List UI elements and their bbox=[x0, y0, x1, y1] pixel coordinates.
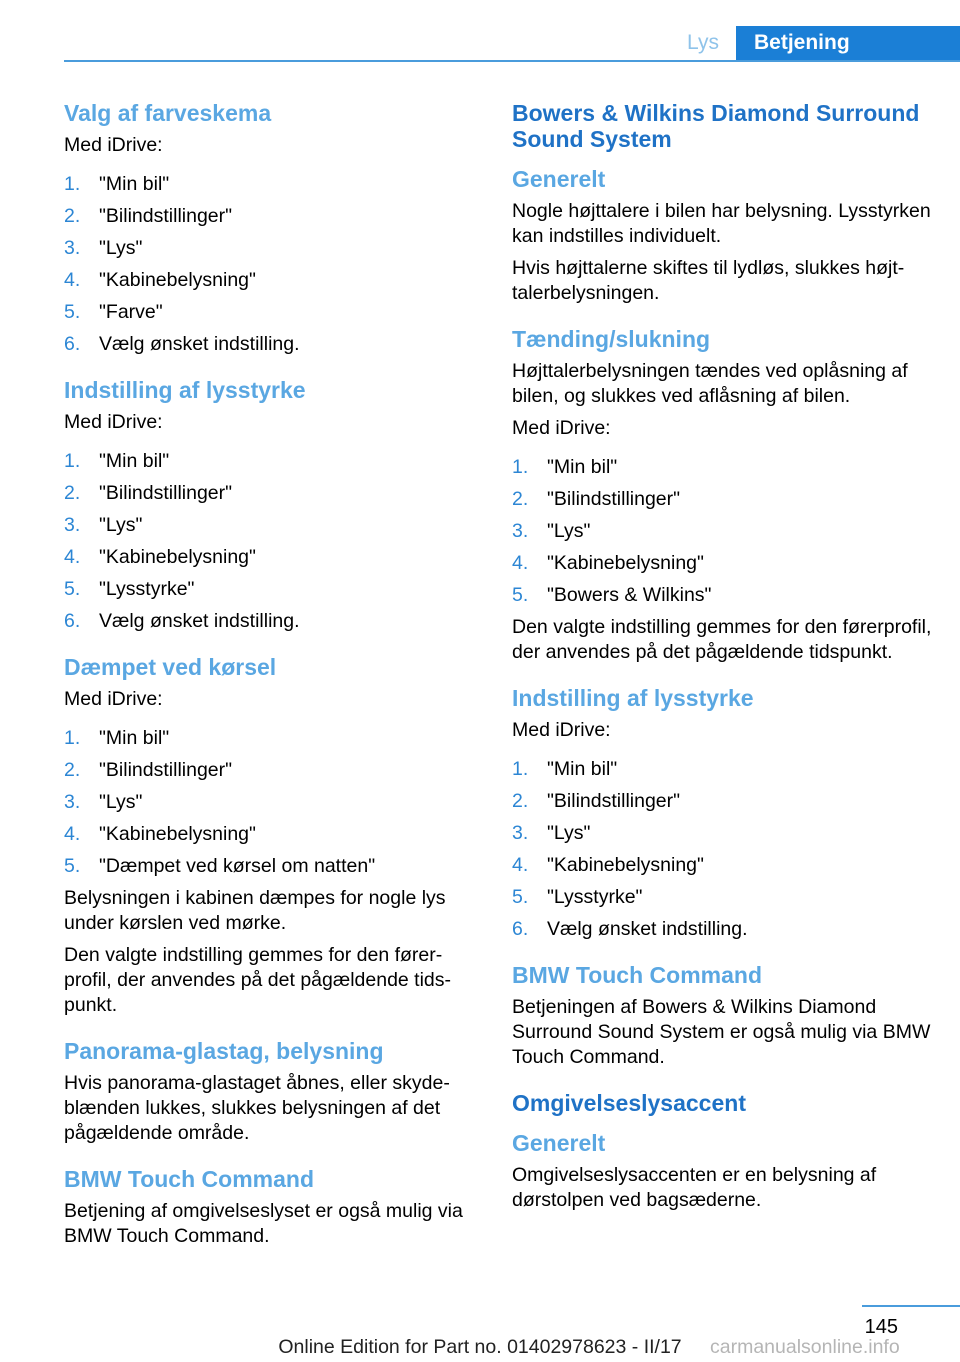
step-text: "Lys" bbox=[547, 822, 591, 844]
step-text: "Min bil" bbox=[99, 727, 170, 749]
step-text: "Lysstyrke" bbox=[547, 886, 643, 908]
heading-daempet: Dæmpet ved kørsel bbox=[64, 654, 277, 680]
list-item bbox=[64, 726, 480, 751]
heading-generelt: Generelt bbox=[512, 1130, 606, 1156]
step-text: "Bilindstillinger" bbox=[547, 790, 681, 812]
step-number: 3. bbox=[512, 520, 529, 542]
heading-lysstyrke: Indstilling af lysstyrke bbox=[512, 685, 754, 711]
heading-touch-command: BMW Touch Command bbox=[64, 1166, 314, 1192]
step-text: "Kabinebelysning" bbox=[547, 552, 704, 574]
section-lysstyrke-hojttaler bbox=[512, 685, 932, 942]
step-number: 1. bbox=[64, 450, 81, 472]
list-item bbox=[64, 577, 480, 602]
list-item bbox=[64, 513, 480, 538]
step-number: 1. bbox=[64, 727, 81, 749]
step-text: "Bowers & Wilkins" bbox=[547, 584, 712, 606]
list-item bbox=[64, 481, 480, 506]
step-text: "Dæmpet ved kørsel om natten" bbox=[99, 855, 376, 877]
intro-text: Med iDrive: bbox=[64, 688, 163, 710]
step-text: "Min bil" bbox=[547, 758, 618, 780]
step-text: "Min bil" bbox=[99, 173, 170, 195]
step-text: "Kabinebelysning" bbox=[99, 269, 256, 291]
step-number: 3. bbox=[512, 822, 529, 844]
heading-bowers-wilkins: Bowers & Wilkins Diamond Surround Sound System bbox=[512, 100, 920, 152]
list-item bbox=[64, 204, 480, 229]
header-rule bbox=[64, 60, 960, 62]
list-item bbox=[512, 519, 932, 544]
step-number: 2. bbox=[512, 488, 529, 510]
step-number: 5. bbox=[64, 301, 81, 323]
step-text: "Farve" bbox=[99, 301, 163, 323]
step-text: "Lys" bbox=[99, 514, 143, 536]
section-panorama bbox=[64, 1038, 480, 1146]
step-number: 6. bbox=[64, 610, 81, 632]
list-item bbox=[64, 822, 480, 847]
list-item bbox=[512, 487, 932, 512]
step-number: 4. bbox=[64, 823, 81, 845]
step-number: 5. bbox=[64, 578, 81, 600]
list-item bbox=[64, 300, 480, 325]
section-bowers-wilkins bbox=[512, 100, 932, 152]
section-touch-command bbox=[64, 1166, 480, 1249]
intro-text: Med iDrive: bbox=[64, 134, 163, 156]
section-touch-command bbox=[512, 962, 932, 1070]
section-generelt bbox=[512, 166, 932, 306]
list-item bbox=[512, 455, 932, 480]
list-item bbox=[64, 790, 480, 815]
body-text: Betjening af omgivelseslyset er også mulig via BMW Touch Command. bbox=[64, 1200, 463, 1247]
list-item bbox=[64, 854, 480, 879]
list-item bbox=[64, 545, 480, 570]
section-generelt-accent bbox=[512, 1130, 932, 1213]
step-number: 2. bbox=[64, 482, 81, 504]
list-item bbox=[64, 609, 480, 634]
step-number: 3. bbox=[64, 237, 81, 259]
section-lysstyrke bbox=[64, 377, 480, 634]
list-item bbox=[512, 885, 932, 910]
step-text: Vælg ønsket indstilling. bbox=[547, 918, 748, 940]
list-item bbox=[64, 449, 480, 474]
step-text: "Kabinebelysning" bbox=[99, 546, 256, 568]
intro-text: Med iDrive: bbox=[512, 417, 611, 439]
step-text: "Bilindstillinger" bbox=[99, 759, 233, 781]
heading-lysstyrke: Indstilling af lysstyrke bbox=[64, 377, 306, 403]
right-column bbox=[512, 100, 932, 1233]
watermark: carmanualsonline.info bbox=[710, 1336, 900, 1358]
section-omgivelseslysaccent bbox=[512, 1090, 932, 1116]
list-item bbox=[512, 789, 932, 814]
step-number: 6. bbox=[512, 918, 529, 940]
step-text: "Lys" bbox=[99, 237, 143, 259]
page-header bbox=[0, 0, 960, 62]
footer-edition: Online Edition for Part no. 01402978623 - II/17 bbox=[278, 1336, 682, 1358]
step-number: 6. bbox=[64, 333, 81, 355]
list-item bbox=[64, 172, 480, 197]
step-text: "Lys" bbox=[547, 520, 591, 542]
steps-list bbox=[64, 726, 480, 879]
list-item bbox=[512, 917, 932, 942]
section-farveskema bbox=[64, 100, 480, 357]
step-text: "Lys" bbox=[99, 791, 143, 813]
body-text: Nogle højttalere i bilen har belysning. Lysstyrken kan indstilles individuelt. bbox=[512, 200, 931, 247]
list-item bbox=[64, 758, 480, 783]
steps-list bbox=[512, 757, 932, 942]
step-number: 3. bbox=[64, 514, 81, 536]
list-item bbox=[64, 268, 480, 293]
list-item bbox=[64, 332, 480, 357]
list-item bbox=[512, 551, 932, 576]
step-number: 4. bbox=[64, 269, 81, 291]
section-tab-lys: Lys bbox=[687, 31, 719, 54]
step-number: 5. bbox=[512, 886, 529, 908]
step-text: "Kabinebelysning" bbox=[547, 854, 704, 876]
body-text: Den valgte indstilling gemmes for den førerprofil, der anvendes på det pågældende tidspunkt. bbox=[512, 616, 932, 663]
step-number: 2. bbox=[64, 205, 81, 227]
section-daempet bbox=[64, 654, 480, 1018]
heading-omgivelseslysaccent: Omgivelseslysaccent bbox=[512, 1090, 746, 1116]
heading-farveskema: Valg af farveskema bbox=[64, 100, 272, 126]
step-number: 2. bbox=[512, 790, 529, 812]
body-text: Den valgte indstilling gemmes for den førerprofil, der anvendes på det pågældende tidspunkt. bbox=[64, 944, 452, 1016]
step-number: 4. bbox=[512, 552, 529, 574]
step-number: 3. bbox=[64, 791, 81, 813]
heading-generelt: Generelt bbox=[512, 166, 606, 192]
intro-text: Med iDrive: bbox=[64, 411, 163, 433]
body-text: Omgivelseslysaccenten er en belysning af dørstolpen ved bagsæderne. bbox=[512, 1164, 877, 1211]
steps-list bbox=[64, 449, 480, 634]
intro-text: Med iDrive: bbox=[512, 719, 611, 741]
step-text: "Min bil" bbox=[547, 456, 618, 478]
step-number: 1. bbox=[512, 758, 529, 780]
step-number: 5. bbox=[512, 584, 529, 606]
left-column bbox=[64, 100, 480, 1269]
body-text: Hvis panorama-glastaget åbnes, eller skydeblænden lukkes, slukkes belysningen af det pågældende område. bbox=[64, 1072, 450, 1144]
steps-list bbox=[512, 455, 932, 608]
step-text: "Kabinebelysning" bbox=[99, 823, 256, 845]
step-number: 5. bbox=[64, 855, 81, 877]
page-number: 145 bbox=[864, 1316, 898, 1338]
step-text: Vælg ønsket indstilling. bbox=[99, 610, 300, 632]
list-item bbox=[512, 821, 932, 846]
chapter-tab-betjening: Betjening bbox=[736, 26, 960, 60]
list-item bbox=[64, 236, 480, 261]
list-item bbox=[512, 757, 932, 782]
step-number: 4. bbox=[512, 854, 529, 876]
body-text: Belysningen i kabinen dæmpes for nogle lys under kørslen ved mørke. bbox=[64, 887, 446, 934]
step-text: "Lysstyrke" bbox=[99, 578, 195, 600]
list-item bbox=[512, 583, 932, 608]
steps-list bbox=[64, 172, 480, 357]
body-text: Betjeningen af Bowers & Wilkins Diamond Surround Sound System er også mulig via BMW Touch Command. bbox=[512, 996, 931, 1068]
step-text: Vælg ønsket indstilling. bbox=[99, 333, 300, 355]
step-text: "Bilindstillinger" bbox=[99, 205, 233, 227]
heading-panorama: Panorama-glastag, belysning bbox=[64, 1038, 384, 1064]
step-number: 2. bbox=[64, 759, 81, 781]
step-number: 1. bbox=[64, 173, 81, 195]
section-taending bbox=[512, 326, 932, 665]
step-text: "Min bil" bbox=[99, 450, 170, 472]
body-text: Højttalerbelysningen tændes ved oplåsning af bilen, og slukkes ved aflåsning af bilen. bbox=[512, 360, 908, 407]
list-item bbox=[512, 853, 932, 878]
step-text: "Bilindstillinger" bbox=[99, 482, 233, 504]
footer-rule bbox=[862, 1305, 960, 1307]
body-text: Hvis højttalerne skiftes til lydløs, slukkes højttalerbelysningen. bbox=[512, 257, 905, 304]
step-number: 4. bbox=[64, 546, 81, 568]
heading-taending: Tænding/slukning bbox=[512, 326, 711, 352]
step-text: "Bilindstillinger" bbox=[547, 488, 681, 510]
step-number: 1. bbox=[512, 456, 529, 478]
heading-touch-command: BMW Touch Command bbox=[512, 962, 762, 988]
